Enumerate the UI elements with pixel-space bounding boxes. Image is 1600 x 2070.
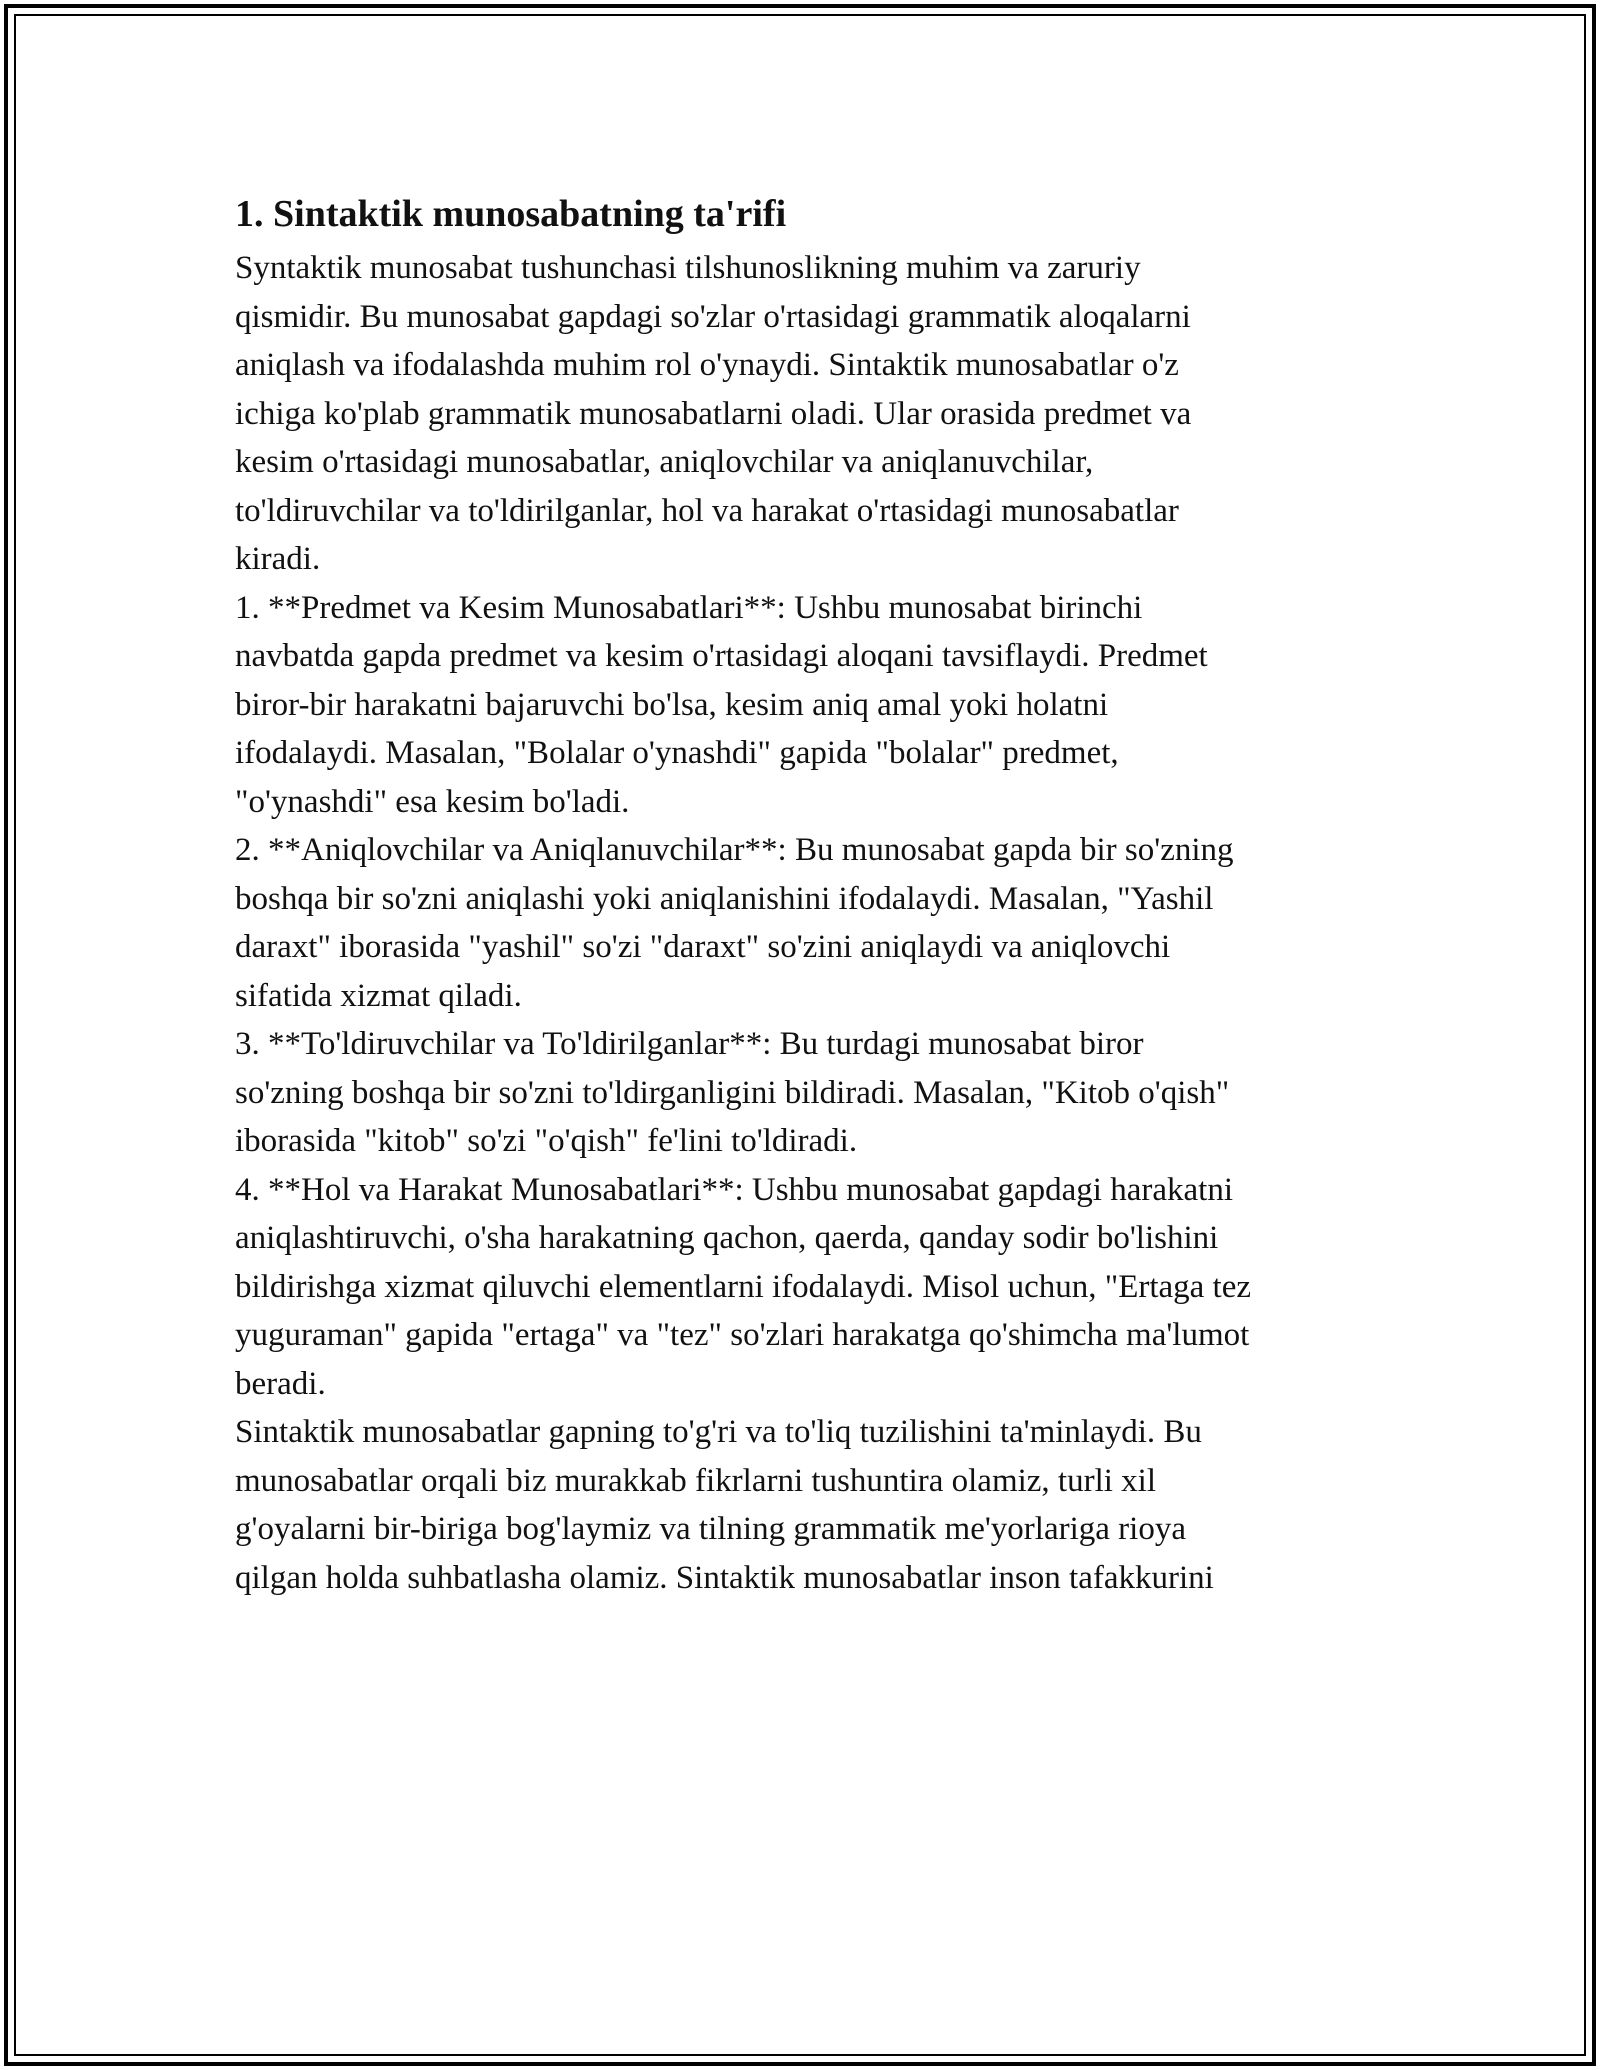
section-title: 1. Sintaktik munosabatning ta'rifi: [235, 193, 787, 235]
list-item-attributives: 2. **Aniqlovchilar va Aniqlanuvchilar**: Bu munosabat gapda bir so'zning boshqa bir so'zni aniqlashi yoki aniqlanishini ifodalaydi. Masalan, "Yashil daraxt" iborasida "yashil" so'zi "daraxt" so'zini aniqlaydi va aniqlovchi sifatida xizmat qiladi.: [235, 832, 1234, 1014]
closing-paragraph: Sintaktik munosabatlar gapning to'g'ri va to'liq tuzilishini ta'minlaydi. Bu munosabatlar orqali biz murakkab fikrlarni tushuntira olamiz, turli xil g'oyalarni bir-biriga bog'laymiz va tilning grammatik me'yorlariga rioya qilgan holda suhbatlasha olamiz. Sintaktik munosabatlar inson tafakkurini: [235, 1414, 1214, 1596]
list-item-complements: 3. **To'ldiruvchilar va To'ldirilganlar**: Bu turdagi munosabat biror so'zning boshqa bir so'zni to'ldirganligini bildiradi. Masalan, "Kitob o'qish" iborasida "kitob" so'zi "o'qish" fe'lini to'ldiradi.: [235, 1026, 1230, 1159]
list-item-subject-predicate: 1. **Predmet va Kesim Munosabatlari**: Ushbu munosabat birinchi navbatda gapda predmet va kesim o'rtasidagi aloqani tavsiflaydi. Predmet biror-bir harakatni bajaruvchi bo'lsa, kesim aniq amal yoki holatni ifodalaydi. Masalan, "Bolalar o'ynashdi" gapida "bolalar" predmet, "o'ynashdi" esa kesim bo'ladi.: [235, 589, 1208, 820]
document-body: [235, 184, 1375, 1602]
list-item-adverbials: 4. **Hol va Harakat Munosabatlari**: Ushbu munosabat gapdagi harakatni aniqlashtiruvchi, o'sha harakatning qachon, qaerda, qanday sodir bo'lishini bildirishga xizmat qiluvchi elementlarni ifodalaydi. Misol uchun, "Ertaga tez yuguraman" gapida "ertaga" va "tez" so'zlari harakatga qo'shimcha ma'lumot beradi.: [235, 1171, 1252, 1402]
intro-paragraph: Syntaktik munosabat tushunchasi tilshunoslikning muhim va zaruriy qismidir. Bu munosabat gapdagi so'zlar o'rtasidagi grammatik aloqalarni aniqlash va ifodalashda muhim rol o'ynaydi. Sintaktik munosabatlar o'z ichiga ko'plab grammatik munosabatlarni oladi. Ular orasida predmet va kesim o'rtasidagi munosabatlar, aniqlovchilar va aniqlanuvchilar, to'ldiruvchilar va to'ldirilganlar, hol va harakat o'rtasidagi munosabatlar kiradi.: [235, 250, 1192, 577]
